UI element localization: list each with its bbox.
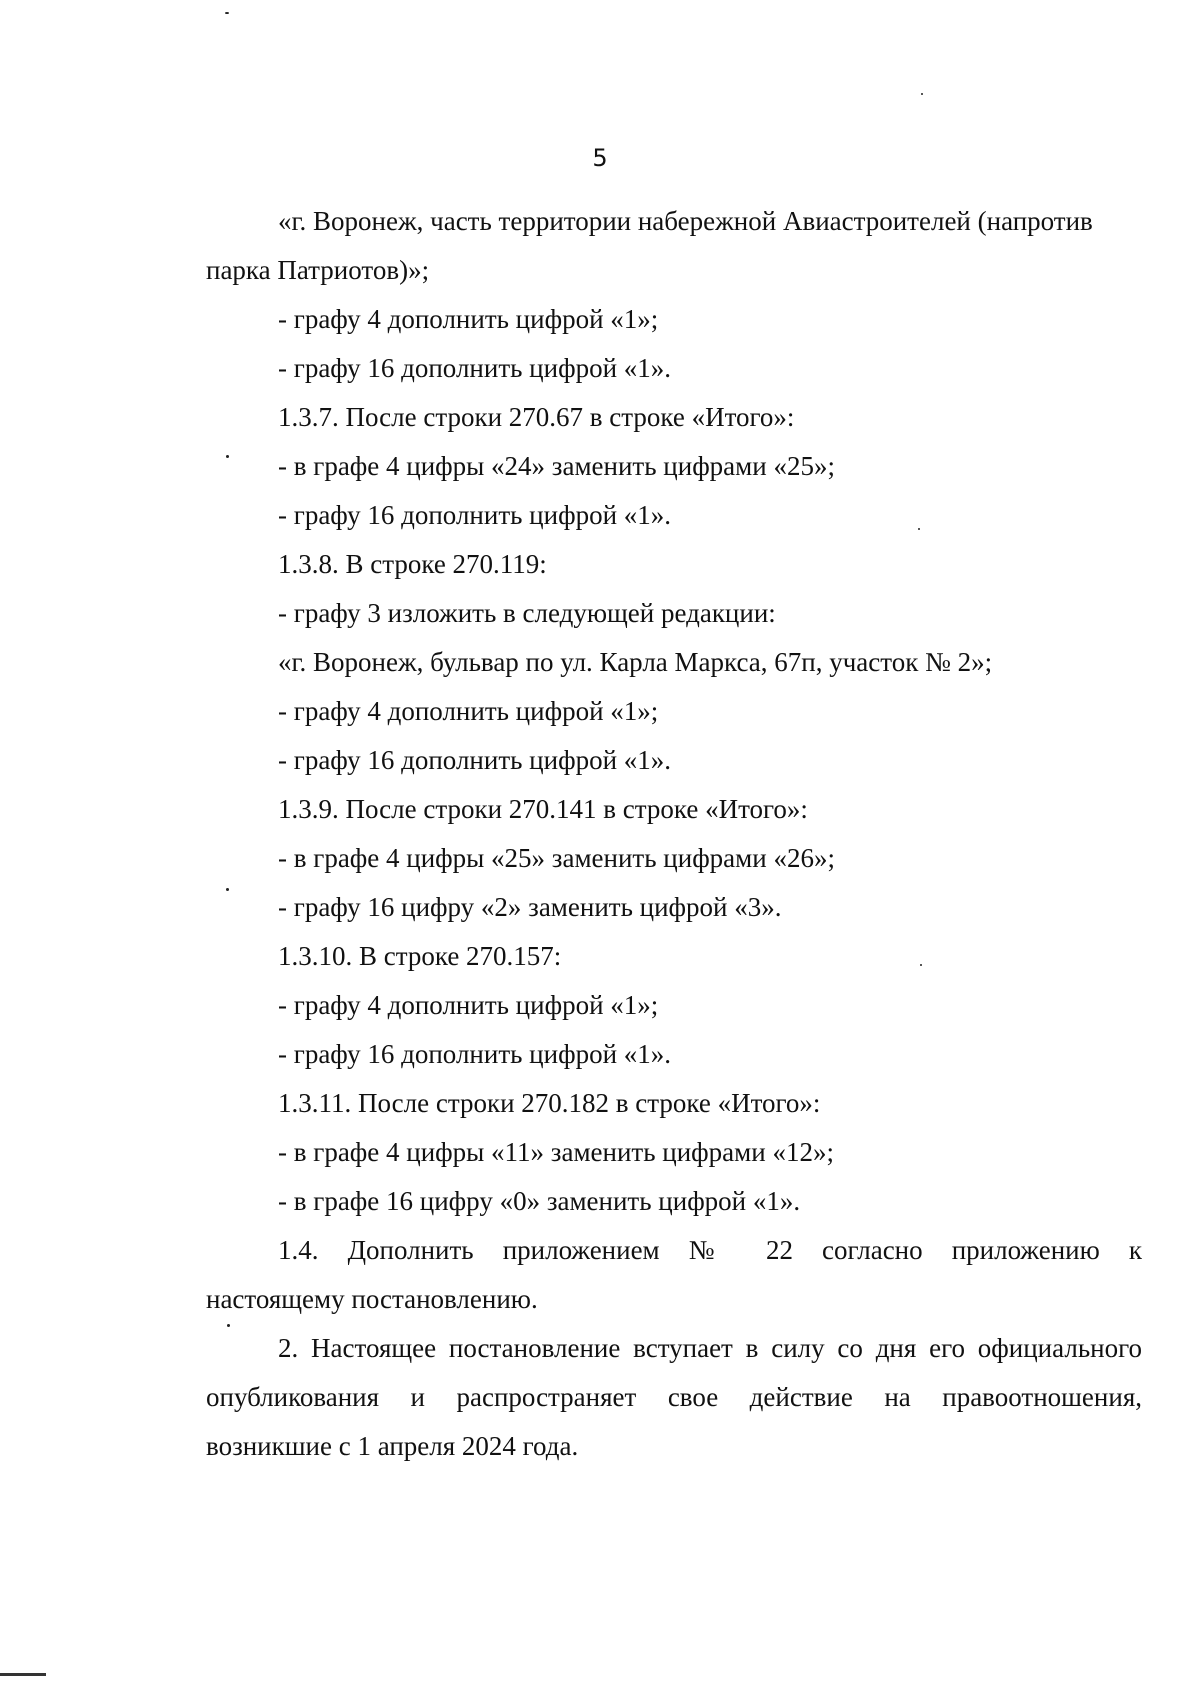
text-line: - графу 16 дополнить цифрой «1». [278,1039,672,1069]
text-line: - в графе 4 цифры «11» заменить цифрами «12»; [278,1137,834,1167]
page-number: 5 [592,144,608,172]
text-line: настоящему постановлению. [206,1284,538,1314]
section-heading-1-4: 1.4. Дополнить приложением № 22 согласно приложению к [278,1235,1142,1265]
scan-speck [921,93,923,95]
text-line: - графу 16 дополнить цифрой «1». [278,353,672,383]
section-heading-1-3-9: 1.3.9. После строки 270.141 в строке «Итого»: [278,794,808,824]
scan-edge-mark [0,1673,46,1676]
scan-speck [225,12,229,14]
text-line: - графу 16 дополнить цифрой «1». [278,745,672,775]
section-heading-1-3-8: 1.3.8. В строке 270.119: [278,549,547,579]
section-heading-1-3-10: 1.3.10. В строке 270.157: [278,941,562,971]
section-heading-1-3-11: 1.3.11. После строки 270.182 в строке «Итого»: [278,1088,821,1118]
text-line: «г. Воронеж, бульвар по ул. Карла Маркса, 67п, участок № 2»; [278,647,993,677]
text-line: - в графе 16 цифру «0» заменить цифрой «1». [278,1186,801,1216]
scan-speck [918,528,920,530]
text-line: - в графе 4 цифры «25» заменить цифрами «26»; [278,843,835,873]
scan-speck [226,455,229,458]
text-line: «г. Воронеж, часть территории набережной Авиастроителей (напротив [278,206,1093,236]
text-line: - графу 4 дополнить цифрой «1»; [278,304,659,334]
text-line: возникшие с 1 апреля 2024 года. [206,1431,579,1461]
text-line: - графу 4 дополнить цифрой «1»; [278,696,659,726]
text-line: - графу 16 цифру «2» заменить цифрой «3». [278,892,782,922]
text-line: - графу 4 дополнить цифрой «1»; [278,990,659,1020]
text-line: - в графе 4 цифры «24» заменить цифрами «25»; [278,451,835,481]
scan-speck [920,964,922,966]
scan-speck [227,1324,230,1327]
text-line: парка Патриотов)»; [206,255,430,285]
text-line: - графу 16 дополнить цифрой «1». [278,500,672,530]
scan-speck [226,888,229,891]
document-body [206,197,1142,1471]
section-2-line: 2. Настоящее постановление вступает в силу со дня его официального [278,1333,1142,1363]
section-heading-1-3-7: 1.3.7. После строки 270.67 в строке «Итого»: [278,402,795,432]
text-line: - графу 3 изложить в следующей редакции: [278,598,776,628]
text-line: опубликования и распространяет свое действие на правоотношения, [206,1382,1142,1412]
